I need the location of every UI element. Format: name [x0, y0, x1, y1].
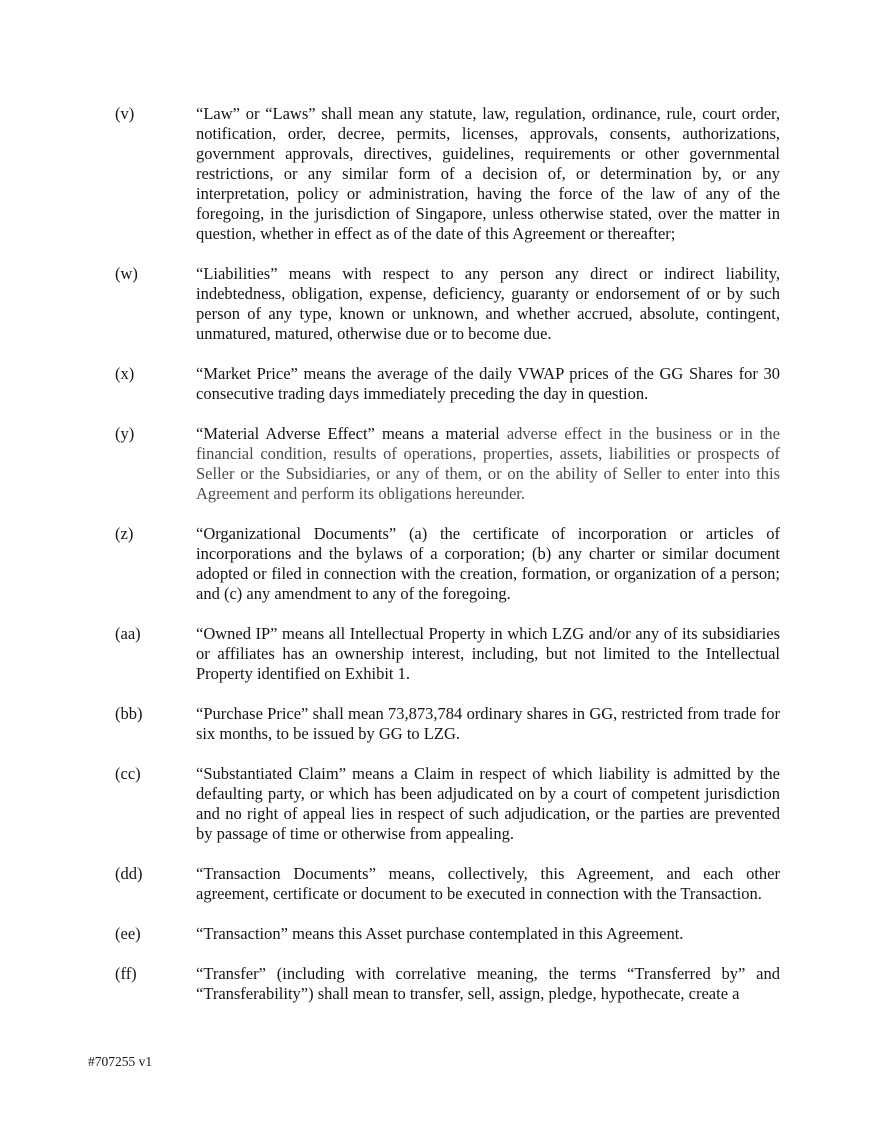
definition-text: “Transfer” (including with correlative meaning, the terms “Transferred by” and “Transferability”) shall mean to transfer, sell, assign, pledge, hypothecate, create a: [196, 964, 780, 1003]
definition-label: (y): [115, 424, 135, 443]
definition-label: (x): [115, 364, 135, 383]
definition-row-x: [115, 364, 780, 404]
definition-text: “Organizational Documents” (a) the certificate of incorporation or articles of incorporations and the bylaws of a corporation; (b) any charter or similar document adopted or filed in connection with the creation, formation, or organization of a person; and (c) any amendment to any of the foregoing.: [196, 524, 780, 603]
definition-label: (z): [115, 524, 134, 543]
definition-text: “Liabilities” means with respect to any person any direct or indirect liability, indebtedness, obligation, expense, deficiency, guaranty or endorsement of or by such person of any type, known or unknown, and whether accrued, absolute, contingent, unmatured, matured, otherwise due or to become due.: [196, 264, 780, 343]
definition-text: “Owned IP” means all Intellectual Property in which LZG and/or any of its subsidiaries or affiliates has an ownership interest, including, but not limited to the Intellectual Property identified on Exhibit 1.: [196, 624, 780, 683]
definition-row-z: [115, 524, 780, 604]
definition-row-v: [115, 104, 780, 244]
definition-row-aa: [115, 624, 780, 684]
document-number: #707255 v1: [88, 1054, 153, 1069]
definition-row-ee: [115, 924, 780, 944]
definition-text: “Purchase Price” shall mean 73,873,784 ordinary shares in GG, restricted from trade for six months, to be issued by GG to LZG.: [196, 704, 780, 743]
definition-row-ff: [115, 964, 780, 1004]
page-footer: [88, 1054, 152, 1070]
definition-text: [196, 424, 780, 504]
definition-text: “Transaction Documents” means, collectively, this Agreement, and each other agreement, certificate or document to be executed in connection with the Transaction.: [196, 864, 780, 903]
definition-text: “Law” or “Laws” shall mean any statute, law, regulation, ordinance, rule, court order, notification, order, decree, permits, licenses, approvals, consents, authorizations, government approvals, directives, guidelines, requirements or other governmental restrictions, or any similar form of a decision of, or determination by, or any interpretation, policy or administration, having the force of the law of any of the foregoing, in the jurisdiction of Singapore, unless otherwise stated, over the matter in question, whether in effect as of the date of this Agreement or thereafter;: [196, 104, 780, 243]
definition-label: (ff): [115, 964, 137, 983]
definition-text-lead: “Material Adverse Effect” means a material: [196, 424, 507, 443]
definition-label: (dd): [115, 864, 143, 883]
definition-row-cc: [115, 764, 780, 844]
definition-label: (ee): [115, 924, 141, 943]
definition-text: “Market Price” means the average of the daily VWAP prices of the GG Shares for 30 consecutive trading days immediately preceding the day in question.: [196, 364, 780, 403]
definition-text-faded: adverse effect in the business or in the financial condition, results of operations, properties, assets, liabilities or prospects of Seller or the Subsidiaries, or any of them, or on the ability of Seller to enter into this Agreement and perform its obligations hereunder.: [196, 424, 780, 503]
definition-text: “Transaction” means this Asset purchase contemplated in this Agreement.: [196, 924, 684, 943]
definition-label: (w): [115, 264, 138, 283]
definition-text: “Substantiated Claim” means a Claim in respect of which liability is admitted by the defaulting party, or which has been adjudicated on by a court of competent jurisdiction and no right of appeal lies in respect of such adjudication, or the parties are prevented by passage of time or otherwise from appealing.: [196, 764, 780, 843]
definition-label: (bb): [115, 704, 143, 723]
definition-row-dd: [115, 864, 780, 904]
definitions-list: [115, 104, 780, 1024]
definition-row-y: [115, 424, 780, 504]
definition-row-bb: [115, 704, 780, 744]
definition-row-w: [115, 264, 780, 344]
definition-label: (v): [115, 104, 135, 123]
definition-label: (cc): [115, 764, 141, 783]
definition-label: (aa): [115, 624, 141, 643]
